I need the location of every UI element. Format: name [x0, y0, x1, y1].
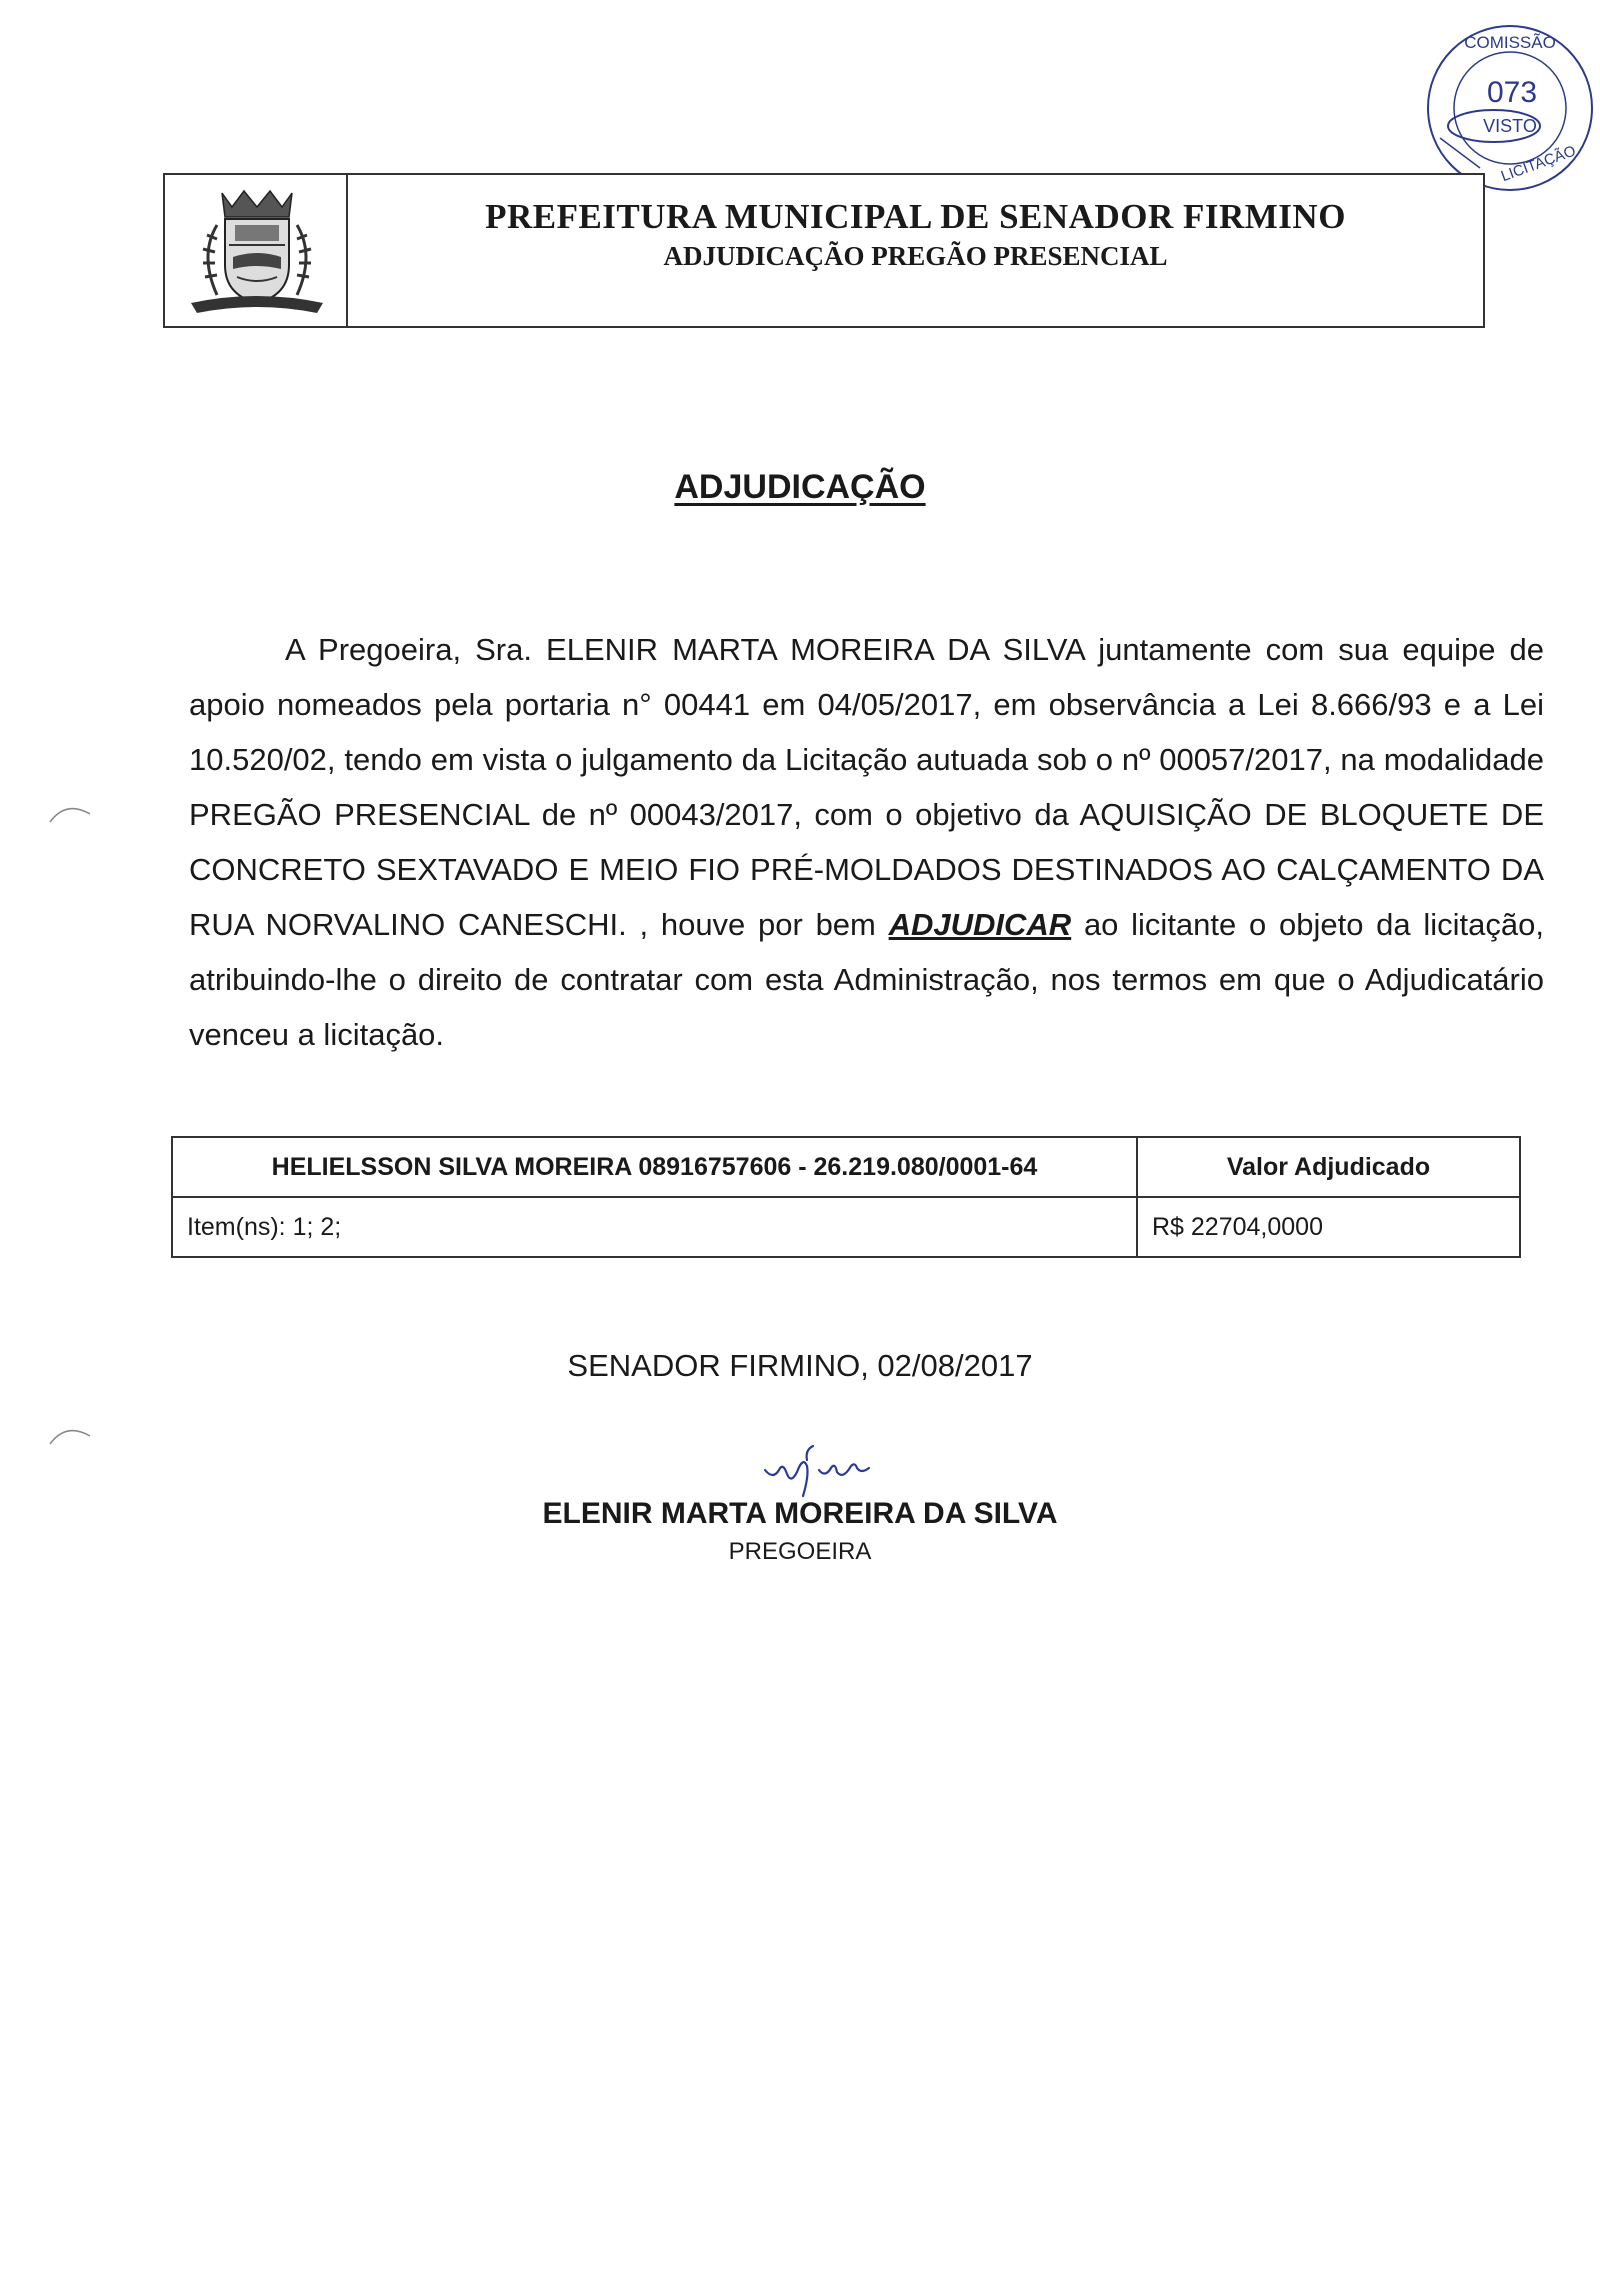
- svg-text:073: 073: [1486, 76, 1538, 109]
- document-header: [163, 173, 1485, 328]
- svg-text:COMISSÃO: COMISSÃO: [1464, 33, 1556, 52]
- signer-role: PREGOEIRA: [728, 1538, 872, 1565]
- crest-cell: [165, 175, 348, 326]
- table-row: [172, 1137, 1520, 1197]
- header-titles: [348, 197, 1483, 272]
- award-table: [171, 1136, 1521, 1258]
- commission-stamp-icon: [1420, 18, 1600, 198]
- items-cell: Item(ns): 1; 2;: [172, 1197, 1137, 1257]
- value-header-cell: Valor Adjudicado: [1137, 1137, 1520, 1197]
- municipal-coat-of-arms-icon: [177, 185, 337, 320]
- paragraph-text-end: ao licitante o objeto da licitação, atribuindo-lhe o direito de contratar com esta Administração, nos termos em que o Adjudicatário venceu a licitação.: [189, 907, 1545, 1052]
- handwritten-signature-icon: [735, 1440, 935, 1500]
- winner-cell: HELIELSSON SILVA MOREIRA 08916757606 - 26.219.080/0001-64: [172, 1137, 1137, 1197]
- svg-text:VISTO: VISTO: [1483, 116, 1537, 136]
- adjudication-paragraph: [189, 622, 1544, 1062]
- svg-text:LICITAÇÃO: LICITAÇÃO: [1498, 142, 1579, 186]
- municipality-title: PREFEITURA MUNICIPAL DE SENADOR FIRMINO: [485, 197, 1346, 236]
- page-title: ADJUDICAÇÃO: [674, 468, 926, 506]
- adjudicar-emphasis: ADJUDICAR: [888, 907, 1072, 942]
- signer-name: ELENIR MARTA MOREIRA DA SILVA: [542, 1497, 1058, 1530]
- place-date: SENADOR FIRMINO, 02/08/2017: [567, 1348, 1033, 1383]
- document-type-subtitle: ADJUDICAÇÃO PREGÃO PRESENCIAL: [663, 241, 1168, 271]
- punch-mark-icon: [46, 798, 106, 828]
- paragraph-text-start: A Pregoeira, Sra. ELENIR MARTA MOREIRA DA SILVA juntamente com sua equipe de apoio nomeados pela portaria n° 00441 em 04/05/2017, em observância a Lei 8.666/93 e a Lei 10.520/02, tendo em vista o julgamento da Licitação autuada sob o nº 00057/2017, na modalidade PREGÃO PRESENCIAL de nº 00043/2017, com o objetivo da AQUISIÇÃO DE BLOQUETE DE CONCRETO SEXTAVADO E MEIO FIO PRÉ-MOLDADOS DESTINADOS AO CALÇAMENTO DA RUA NORVALINO CANESCHI. , houve por bem: [189, 632, 1544, 942]
- punch-mark-icon: [46, 1420, 106, 1450]
- table-row: [172, 1197, 1520, 1257]
- value-cell: R$ 22704,0000: [1137, 1197, 1520, 1257]
